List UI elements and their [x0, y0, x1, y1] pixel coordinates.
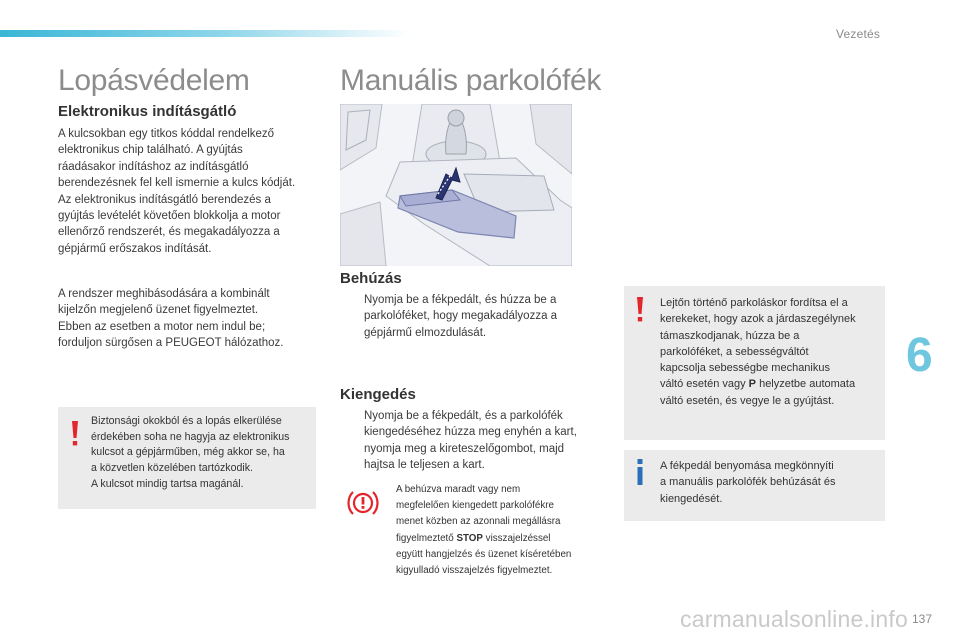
immobilizer-paragraph — [58, 126, 328, 257]
text-line: kiengedését. — [660, 492, 723, 505]
warning-exclamation-icon — [635, 297, 645, 323]
text-line: Nyomja be a fékpedált, és húzza be a — [364, 294, 557, 306]
text-line: együtt hangjelzés és üzenet kíséretében — [396, 548, 572, 560]
text-line: gépjármű erőszakos indítását. — [58, 242, 212, 255]
text-line: hajtsa le teljesen a kart. — [364, 459, 485, 472]
text-fragment: figyelmeztető — [396, 532, 457, 544]
text-line: gyújtás levételét követően blokkolja a motor — [58, 210, 281, 223]
heading-behuzas: Behúzás — [340, 270, 402, 287]
text-line: kijelzőn megjelenő üzenet figyelmeztet. — [58, 304, 259, 317]
brake-alert-text — [396, 482, 606, 579]
slope-warning-text — [660, 295, 882, 409]
info-text — [660, 458, 882, 507]
text-line: Biztonsági okokból és a lopás elkerülése — [91, 415, 282, 427]
text-line: ellenőrző rendszerét, és megakadályozza a — [58, 226, 280, 239]
text-line: kulcsot a gépjárműben, még akkor se, ha — [91, 446, 285, 459]
header-accent-bar — [0, 30, 410, 37]
text-line: menet közben az azonnali megállásra — [396, 516, 561, 528]
page-number: 137 — [912, 612, 933, 626]
text-line: elektronikus chip található. A gyújtás — [58, 144, 243, 157]
text-line: A behúzva maradt vagy nem — [396, 484, 521, 495]
text-line — [660, 376, 882, 392]
behuzas-text — [364, 292, 590, 341]
p-position-keyword: P — [748, 378, 757, 391]
text-line: ráadásakor indításhoz az indításgátló — [58, 160, 249, 173]
info-icon — [636, 459, 644, 485]
stop-keyword: STOP — [456, 532, 483, 544]
heading-kiengedes: Kiengedés — [340, 386, 416, 403]
text-line: kerekeket, hogy azok a járdaszegélynek — [660, 313, 856, 326]
text-line: kapcsolja sebességbe mechanikus — [660, 362, 830, 375]
malfunction-paragraph — [58, 286, 328, 352]
text-line: a közvetlen közelében tartózkodik. — [91, 462, 253, 475]
text-line: gépjármű elmozdulását. — [364, 326, 487, 339]
kiengedes-bullet — [340, 408, 600, 474]
subtitle-indításgátló: Elektronikus indításgátló — [58, 103, 237, 120]
behuzas-bullet — [340, 292, 590, 341]
text-line: kigyulladó visszajelzés figyelmeztet. — [396, 565, 553, 577]
text-line: kiengedéséhez húzza meg enyhén a kart, — [364, 426, 577, 439]
text-line: A fékpedál benyomása megkönnyíti — [660, 460, 834, 472]
text-line: a manuális parkolófék behúzását és — [660, 476, 836, 489]
text-line: A rendszer meghibásodására a kombinált — [58, 288, 270, 300]
text-line: forduljon sürgősen a PEUGEOT hálózathoz. — [58, 337, 284, 350]
page-title-lopasvedelem: Lopásvédelem — [58, 64, 250, 97]
text-fragment: váltó esetén vagy — [660, 378, 749, 391]
brake-alert-icon — [346, 490, 380, 516]
text-line — [396, 531, 606, 547]
text-line: Az elektronikus indításgátló berendezés a — [58, 193, 271, 206]
text-line: Lejtőn történő parkoláskor fordítsa el a — [660, 297, 848, 309]
text-line: berendezésnek fel kell ismernie a kulcs kódját. — [58, 177, 296, 190]
key-warning-text — [91, 414, 313, 493]
warning-exclamation-icon — [70, 421, 80, 447]
parking-brake-illustration — [340, 104, 572, 266]
text-line: megfelelően kiengedett parkolófékre — [396, 500, 554, 512]
text-line: nyomja meg a kireteszelőgombot, majd — [364, 442, 565, 455]
text-line: A kulcsot mindig tartsa magánál. — [91, 477, 244, 490]
text-line: váltó esetén, és vegye le a gyújtást. — [660, 394, 835, 407]
text-line: Ebben az esetben a motor nem indul be; — [58, 320, 266, 333]
kiengedes-text — [364, 408, 600, 474]
text-line: támaszkodjanak, húzza be a — [660, 329, 800, 342]
text-line: A kulcsokban egy titkos kóddal rendelkező — [58, 128, 275, 140]
text-fragment: helyzetbe automata — [756, 378, 856, 391]
text-line: parkolóféket, a sebességváltót — [660, 345, 809, 358]
text-line: parkolóféket, hogy megakadályozza a — [364, 310, 558, 323]
page-title-parkolofek: Manuális parkolófék — [340, 64, 602, 97]
text-line: érdekében soha ne hagyja az elektronikus — [91, 430, 290, 443]
chapter-number-tab: 6 — [906, 329, 933, 382]
text-line: Nyomja be a fékpedált, és a parkolófék — [364, 410, 563, 422]
text-fragment: visszajelzéssel — [482, 532, 551, 544]
watermark: carmanualsonline.info — [680, 606, 908, 632]
section-title: Vezetés — [836, 27, 881, 41]
